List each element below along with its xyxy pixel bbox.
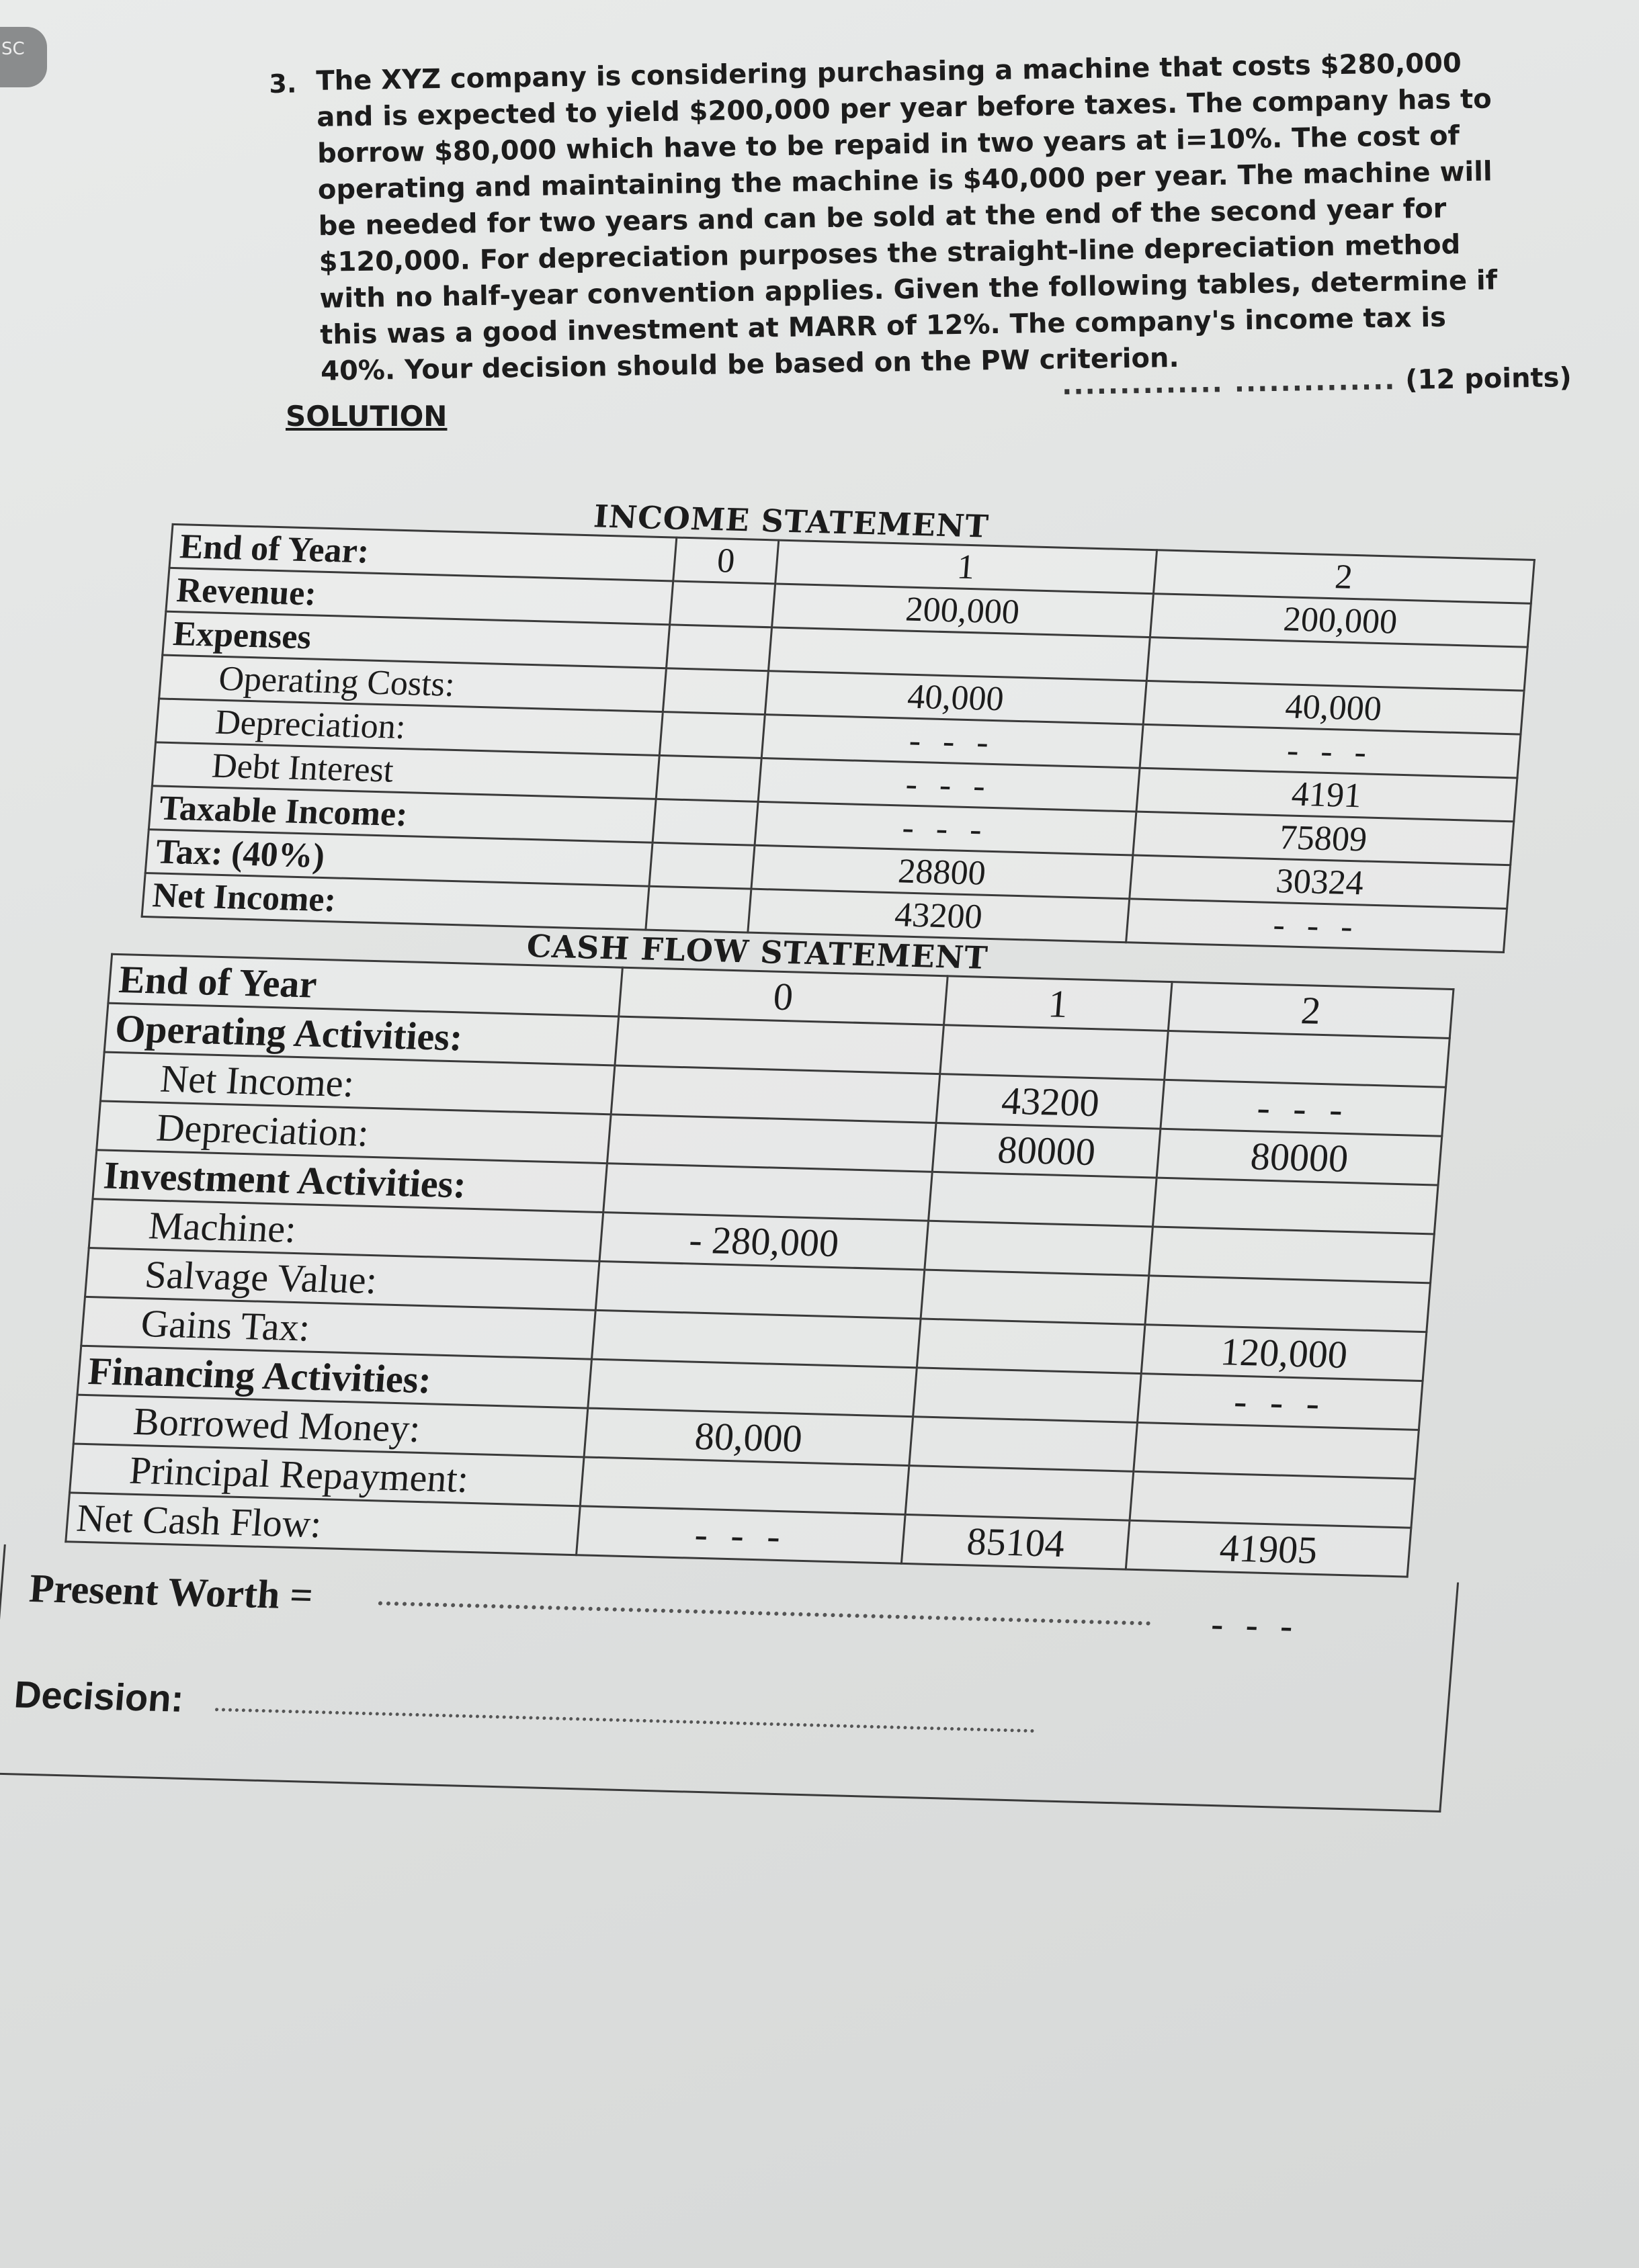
present-worth-label: Present Worth = [28,1565,315,1618]
row-label: Salvage Value: [85,1248,599,1311]
cell-year-0 [588,1359,917,1417]
cell-year-1: 28800 [751,845,1132,899]
cell-year-2: 30324 [1129,855,1510,909]
present-worth-answer-line[interactable] [378,1601,1151,1625]
cell-year-1: - - - [758,758,1139,812]
cell-year-1 [917,1319,1146,1374]
row-label: Principal Repayment: [70,1444,584,1506]
cash-flow-statement-title: CASH FLOW STATEMENT [525,927,990,976]
cell-year-1: 85104 [902,1514,1130,1569]
cell-year-2: 40,000 [1143,681,1524,734]
cash-flow-statement-table [65,953,1454,1578]
corner-label: SC [1,39,25,59]
cell-year-2 [1149,1227,1434,1283]
row-label: Debt Interest [152,742,659,799]
solution-heading: SOLUTION [286,400,448,433]
row-label: Machine: [89,1199,603,1262]
cell-year-1: 43200 [748,889,1129,943]
cell-year-1 [940,1025,1169,1080]
header-year-0: 0 [673,537,779,584]
cell-year-0 [615,1016,944,1074]
cell-year-0 [656,755,761,801]
cell-year-1: 43200 [936,1074,1165,1129]
row-label: Taxable Income: [149,786,656,843]
cell-year-0: - 280,000 [599,1213,929,1270]
row-label: Depreciation: [97,1101,611,1164]
header-year-1: 1 [944,976,1173,1031]
row-label: Net Cash Flow: [66,1493,580,1555]
cell-year-1 [921,1270,1149,1325]
cell-year-2: 41905 [1126,1520,1411,1577]
cell-year-2: - - - [1161,1080,1445,1136]
cell-year-0 [659,712,765,758]
row-label: Net Income: [142,873,649,930]
problem-number: 3. [269,69,297,99]
header-label: End of Year [108,954,622,1016]
cell-year-2 [1130,1471,1415,1528]
solution-sheet [0,484,1538,1998]
cell-year-1: - - - [761,715,1142,769]
row-label: Financing Activities: [77,1346,591,1408]
cell-year-2: - - - [1138,1374,1423,1430]
problem-text: The XYZ company is considering purchasing a machine that costs $280,000 and is expected to yield $200,000 per year before taxes. The company has to borrow $80,000 which have to be repaid in two years at i=10%. The cost of operating and maintaining the machine is $40,000 per year. The machine will be needed for two years and can be sold at the end of the second year for $120,000. For depreciation purposes the straight-line depreciation method with no half-year convention applies. Given the following tables, determine if this was a good investment at MARR of 12%. The company's income tax is 40%. Your decision should be based on the PW criterion. [316,48,1498,387]
cell-year-0 [595,1261,925,1319]
cell-year-2: 120,000 [1142,1325,1427,1381]
cell-year-2 [1145,1276,1430,1332]
cell-year-1: - - - [755,801,1136,855]
row-label: Operating Costs: [159,655,667,712]
cell-year-1 [909,1417,1138,1472]
cell-year-0 [603,1164,933,1221]
row-label: Revenue: [166,568,673,625]
row-label: Net Income: [100,1052,614,1115]
cell-year-0: 80,000 [584,1408,913,1466]
cell-year-2: 200,000 [1150,594,1531,648]
row-label: Gains Tax: [81,1297,595,1359]
cell-year-2 [1134,1422,1419,1479]
cell-year-0 [649,842,755,889]
cell-year-0 [580,1457,909,1515]
cell-year-0 [646,886,751,932]
corner-tab [0,27,47,87]
cell-year-0 [611,1065,940,1123]
cell-year-2: - - - [1140,724,1521,778]
cell-year-0 [663,668,768,715]
header-label: End of Year: [169,524,677,581]
row-label: Tax: (40%) [145,830,653,887]
cell-year-0 [666,625,771,671]
cell-year-2: - - - [1126,899,1507,953]
cell-year-0 [670,581,775,627]
cell-year-0 [653,799,758,845]
cell-year-1 [913,1368,1142,1423]
income-statement-title: INCOME STATEMENT [592,498,991,545]
income-statement-table [140,523,1536,953]
row-label: Depreciation: [156,699,663,756]
cell-year-0 [607,1115,936,1172]
present-worth-block [0,1544,1459,1813]
header-year-1: 1 [775,540,1157,594]
cell-year-1: 200,000 [772,584,1153,638]
decision-label: Decision: [12,1673,185,1720]
cell-year-2 [1153,1178,1438,1234]
header-year-2: 2 [1153,550,1534,604]
cell-year-2 [1165,1031,1449,1087]
problem-statement [269,44,1523,390]
points-dots: .............. .............. [1061,365,1396,401]
cell-year-1: 80000 [933,1123,1161,1178]
decision-answer-line[interactable] [215,1708,1035,1733]
cell-year-1 [905,1466,1134,1521]
cell-year-0: - - - [577,1506,906,1564]
row-label: Investment Activities: [93,1150,607,1213]
row-label: Operating Activities: [104,1003,618,1065]
present-worth-value: - - - [1210,1603,1301,1647]
points-label: (12 points) [1404,362,1572,396]
cell-year-2: 4191 [1136,768,1517,822]
cell-year-2: 80000 [1157,1129,1442,1185]
row-label: Expenses [163,611,670,668]
cell-year-2: 75809 [1132,812,1513,865]
header-year-0: 0 [619,967,948,1025]
cell-year-0 [592,1310,921,1368]
cell-year-1 [929,1172,1157,1227]
row-label: Borrowed Money: [73,1395,587,1457]
cell-year-1 [925,1221,1153,1276]
cell-year-1: 40,000 [765,671,1146,725]
header-year-2: 2 [1169,982,1454,1039]
